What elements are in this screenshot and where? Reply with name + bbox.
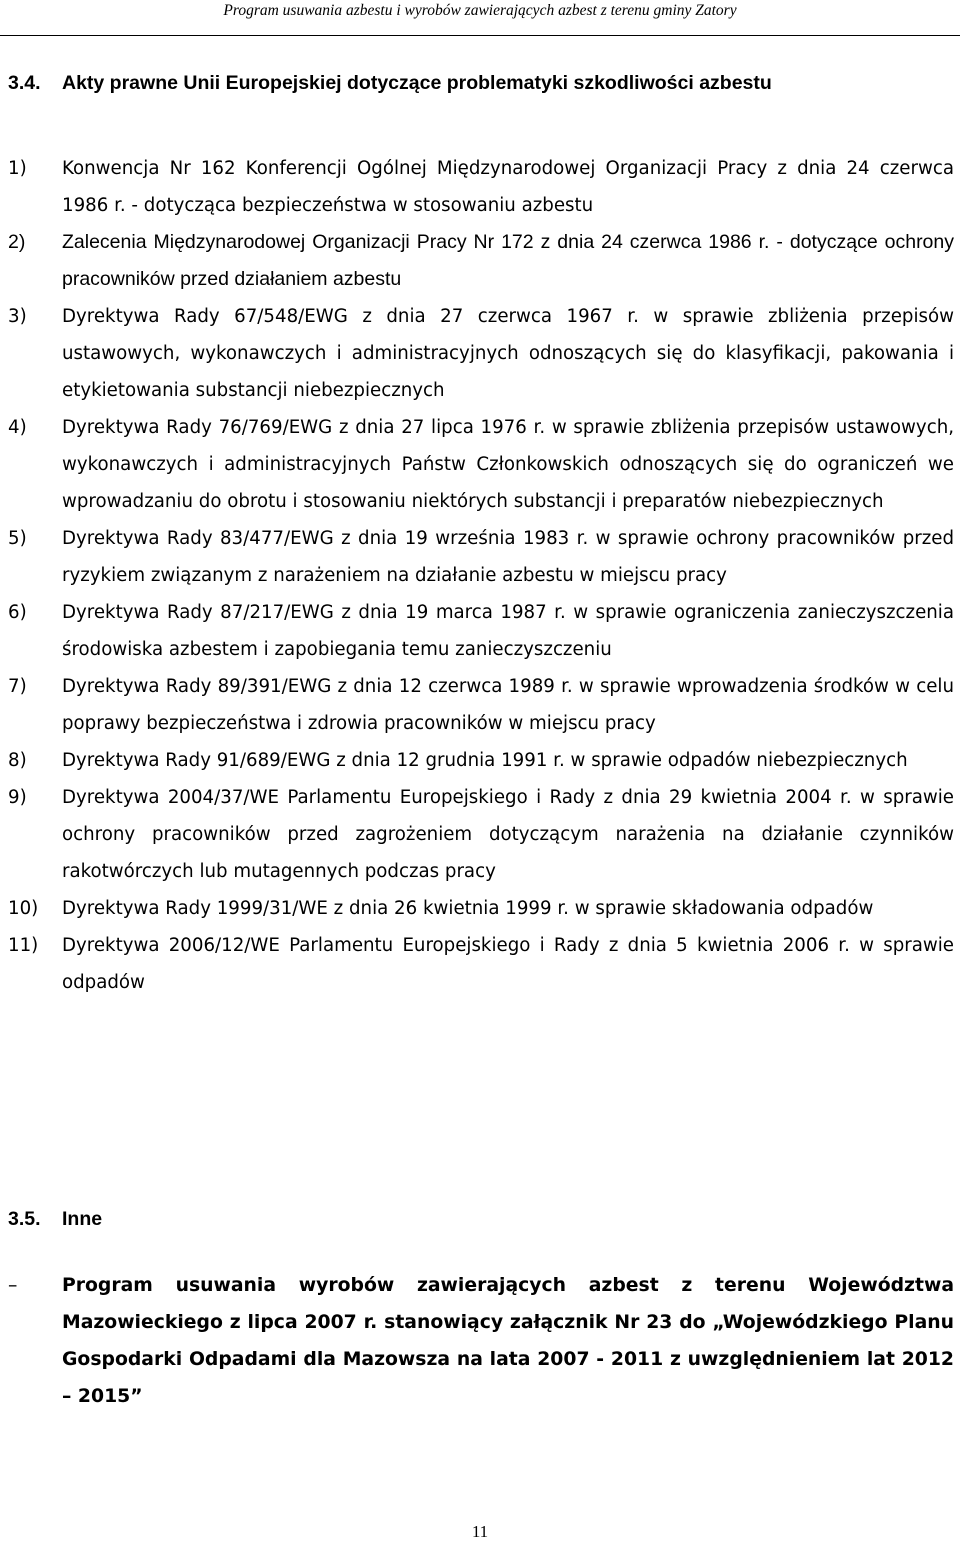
section-title: Inne bbox=[62, 1208, 103, 1230]
section-title: Akty prawne Unii Europejskiej dotyczące problematyki szkodliwości azbestu bbox=[62, 72, 772, 94]
section-heading-3-5 bbox=[8, 1206, 102, 1232]
page-number: 11 bbox=[471, 1522, 489, 1541]
list-item-number: 9) bbox=[8, 787, 27, 808]
list-item bbox=[8, 890, 954, 927]
list-item-text: Dyrektywa Rady 76/769/EWG z dnia 27 lipca 1976 r. w sprawie zbliżenia przepisów ustawowych, wykonawczych i administracyjnych Państw Członkowskich odnoszących się do ograniczeń we wprowadzaniu do obrotu i stosowaniu niektórych substancji i preparatów niebezpiecznych bbox=[62, 417, 954, 512]
list-item bbox=[8, 779, 954, 890]
legal-acts-list bbox=[8, 150, 954, 1001]
list-item-text: Dyrektywa 2004/37/WE Parlamentu Europejskiego i Rady z dnia 29 kwietnia 2004 r. w sprawie ochrony pracowników przed zagrożeniem dotyczącym narażenia na działanie czynników rakotwórczych lub mutagennych podczas pracy bbox=[62, 787, 954, 882]
list-item-number: 2) bbox=[8, 231, 26, 253]
list-item bbox=[8, 742, 954, 779]
section-number: 3.5. bbox=[8, 1208, 41, 1230]
list-item-text: Dyrektywa Rady 67/548/EWG z dnia 27 czerwca 1967 r. w sprawie zbliżenia przepisów ustawowych, wykonawczych i administracyjnych odnoszących się do klasyfikacji, pakowania i etykietowania substancji niebezpiecznych bbox=[62, 306, 954, 401]
list-item bbox=[8, 668, 954, 742]
list-item bbox=[8, 927, 954, 1001]
list-item-text: Zalecenia Międzynarodowej Organizacji Pracy Nr 172 z dnia 24 czerwca 1986 r. - dotyczące ochrony pracowników przed działaniem azbestu bbox=[62, 231, 954, 290]
running-header bbox=[0, 0, 960, 36]
list-item-text: Dyrektywa Rady 1999/31/WE z dnia 26 kwietnia 1999 r. w sprawie składowania odpadów bbox=[62, 898, 874, 919]
section-number: 3.4. bbox=[8, 72, 41, 94]
header-divider bbox=[0, 35, 960, 36]
list-item bbox=[8, 409, 954, 520]
list-item-text: Dyrektywa Rady 89/391/EWG z dnia 12 czerwca 1989 r. w sprawie wprowadzenia środków w celu poprawy bezpieczeństwa i zdrowia pracowników w miejscu pracy bbox=[62, 676, 954, 734]
list-item-number: 8) bbox=[8, 750, 27, 771]
list-item-text: Konwencja Nr 162 Konferencji Ogólnej Międzynarodowej Organizacji Pracy z dnia 24 czerwca 1986 r. - dotycząca bezpieczeństwa w stosowaniu azbestu bbox=[62, 158, 954, 216]
dash-bullet: – bbox=[8, 1275, 18, 1296]
list-item-number: 10) bbox=[8, 898, 39, 919]
list-item-text: Dyrektywa Rady 91/689/EWG z dnia 12 grudnia 1991 r. w sprawie odpadów niebezpiecznych bbox=[62, 750, 908, 771]
list-item-number: 11) bbox=[8, 935, 39, 956]
list-item-number: 4) bbox=[8, 417, 27, 438]
list-item-text: Dyrektywa Rady 83/477/EWG z dnia 19 września 1983 r. w sprawie ochrony pracowników przed ryzykiem związanym z narażeniem na działanie azbestu w miejscu pracy bbox=[62, 528, 954, 586]
section-heading-3-4 bbox=[8, 70, 772, 96]
list-item-number: 7) bbox=[8, 676, 27, 697]
list-item-text: Dyrektywa 2006/12/WE Parlamentu Europejskiego i Rady z dnia 5 kwietnia 2006 r. w sprawie odpadów bbox=[62, 935, 954, 993]
list-item bbox=[8, 520, 954, 594]
list-item-text: Dyrektywa Rady 87/217/EWG z dnia 19 marca 1987 r. w sprawie ograniczenia zanieczyszczenia środowiska azbestem i zapobiegania temu zanieczyszczeniu bbox=[62, 602, 954, 660]
list-item bbox=[8, 298, 954, 409]
list-item-number: 1) bbox=[8, 158, 27, 179]
list-item bbox=[8, 224, 954, 298]
other-document-text: Program usuwania wyrobów zawierających azbest z terenu Województwa Mazowieckiego z lipca 2007 r. stanowiący załącznik Nr 23 do „Wojewódzkiego Planu Gospodarki Odpadami dla Mazowsza na lata 2007 - 2011 z uwzględnieniem lat 2012 – 2015” bbox=[62, 1275, 954, 1407]
list-item bbox=[8, 594, 954, 668]
running-header-title: Program usuwania azbestu i wyrobów zawierających azbest z terenu gminy Zatory bbox=[223, 2, 737, 19]
list-item-number: 3) bbox=[8, 306, 27, 327]
list-item-number: 5) bbox=[8, 528, 27, 549]
list-item bbox=[8, 150, 954, 224]
other-document-item bbox=[8, 1267, 954, 1415]
list-item-number: 6) bbox=[8, 602, 27, 623]
